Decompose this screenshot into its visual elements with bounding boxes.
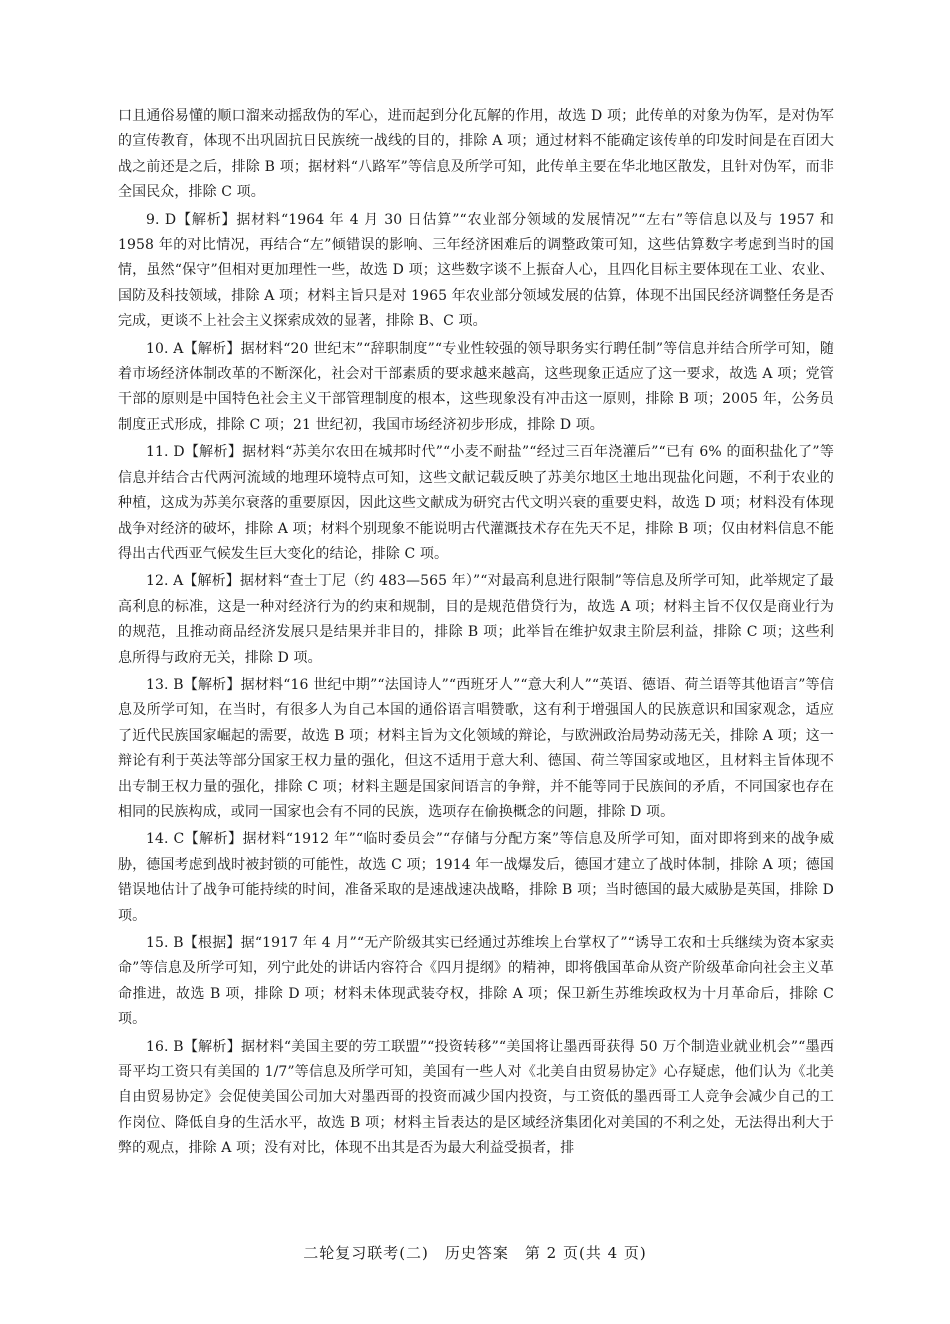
paragraph-q14: 14. C【解析】据材料“1912 年”“临时委员会”“存储与分配方案”等信息及所学可知，面对即将到来的战争威胁，德国考虑到战时被封锁的可能性，故选 C 项；1914 年一战爆发后，德国才建立了战时体制，排除 A 项；德国错误地估计了战争可能持续的时间，准备采取的是速战速决战略，排除 B 项；当时德国的最大威胁是英国，排除 D 项。 xyxy=(118,831,834,924)
paragraph-q10: 10. A【解析】据材料“20 世纪末”“辞职制度”“专业性较强的领导职务实行聘任制”等信息并结合所学可知，随着市场经济体制改革的不断深化，社会对干部素质的要求越来越高，这些现象正适应了这一要求，故选 A 项；党管干部的原则是中国特色社会主义干部管理制度的根本，这些现象没有冲击这一原则，排除 B 项；2005 年，公务员制度正式形成，排除 C 项；21 世纪初，我国市场经济初步形成，排除 D 项。 xyxy=(118,340,834,433)
paragraph-q13: 13. B【解析】据材料“16 世纪中期”“法国诗人”“西班牙人”“意大利人”“英语、德语、荷兰语等其他语言”等信息及所学可知，在当时，有很多人为自己本国的通俗语言唱赞歌，这有利于增强国人的民族意识和国家观念，适应了近代民族国家崛起的需要，故选 B 项；材料主旨为文化领域的辩论，与欧洲政治局势动荡无关，排除 A 项；这一辩论有利于英法等部分国家王权力量的强化，但这不适用于意大利、德国、荷兰等国家或地区，且材料主旨体现不出专制王权力量的强化，排除 C 项；材料主题是国家间语言的争辩，并不能等同于民族间的矛盾，不同国家也存在相同的民族构成，或同一国家也会有不同的民族，选项存在偷换概念的问题，排除 D 项。 xyxy=(118,676,834,820)
paragraph-q12: 12. A【解析】据材料“查士丁尼（约 483—565 年）”“对最高利息进行限制”等信息及所学可知，此举规定了最高利息的标准，这是一种对经济行为的约束和规制，目的是规范借贷行为，故选 A 项；材料主旨不仅仅是商业行为的规范，且推动商品经济发展只是结果并非目的，排除 B 项；此举旨在维护奴隶主阶层利益，排除 C 项；这些利息所得与政府无关，排除 D 项。 xyxy=(118,573,834,666)
answer-content xyxy=(118,104,834,1164)
paragraph-q16: 16. B【解析】据材料“美国主要的劳工联盟”“投资转移”“美国将让墨西哥获得 50 万个制造业就业机会”“墨西哥平均工资只有美国的 1/7”等信息及所学可知，美国有一些人对《北美自由贸易协定》心存疑虑，他们认为《北美自由贸易协定》会促使美国公司加大对墨西哥的投资而减少国内投资，与工资低的墨西哥工人竞争会减少自己的工作岗位、降低自身的生活水平，故选 B 项；材料主旨表达的是区域经济集团化对美国的不利之处，无法得出利大于弊的观点，排除 A 项；没有对比，体现不出其是否为最大利益受损者，排 xyxy=(118,1038,834,1157)
paragraph-q11: 11. D【解析】据材料“苏美尔农田在城邦时代”“小麦不耐盐”“经过三百年浇灌后”“已有 6% 的面积盐化了”等信息并结合古代两河流域的地理环境特点可知，这些文献记载反映了苏美尔地区土地出现盐化问题，不利于农业的种植，这成为苏美尔衰落的重要原因，因此这些文献成为研究古代文明兴衰的重要史料，故选 D 项；材料没有体现战争对经济的破坏，排除 A 项；材料个别现象不能说明古代灌溉技术存在先天不足，排除 B 项；仅由材料信息不能得出古代西亚气候发生巨大变化的结论，排除 C 项。 xyxy=(118,444,834,562)
paragraph-q8-continued: 口且通俗易懂的顺口溜来动摇敌伪的军心，进而起到分化瓦解的作用，故选 D 项；此传单的对象为伪军，是对伪军的宣传教育，体现不出巩固抗日民族统一战线的目的，排除 A 项；通过材料不能确定该传单的印发时间是在百团大战之前还是之后，排除 B 项；据材料“八路军”等信息及所学可知，此传单主要在华北地区散发，且针对伪军，而非全国民众，排除 C 项。 xyxy=(118,108,834,201)
page-footer: 二轮复习联考(二) 历史答案 第 2 页(共 4 页) xyxy=(303,1244,647,1262)
paragraph-q9: 9. D【解析】据材料“1964 年 4 月 30 日估算”“农业部分领域的发展情况”“左右”等信息以及与 1957 和 1958 年的对比情况，再结合“左”倾错误的影响、三年经济困难后的调整政策可知，这些估算数字考虑到当时的国情，虽然“保守”但相对更加理性一些，故选 D 项；这些数字谈不上振奋人心，且四化目标主要体现在工业、农业、国防及科技领域，排除 A 项；材料主旨只是对 1965 年农业部分领域发展的估算，体现不出国民经济调整任务是否完成，更谈不上社会主义探索成效的显著，排除 B、C 项。 xyxy=(118,211,834,330)
paragraph-q15: 15. B【根据】据“1917 年 4 月”“无产阶级其实已经通过苏维埃上台掌权了”“诱导工农和士兵继续为资本家卖命”等信息及所学可知，列宁此处的讲话内容符合《四月提纲》的精神，即将俄国革命从资产阶级革命向社会主义革命推进，故选 B 项，排除 D 项；材料未体现武装夺权，排除 A 项；保卫新生苏维埃政权为十月革命后，排除 C 项。 xyxy=(118,935,834,1028)
